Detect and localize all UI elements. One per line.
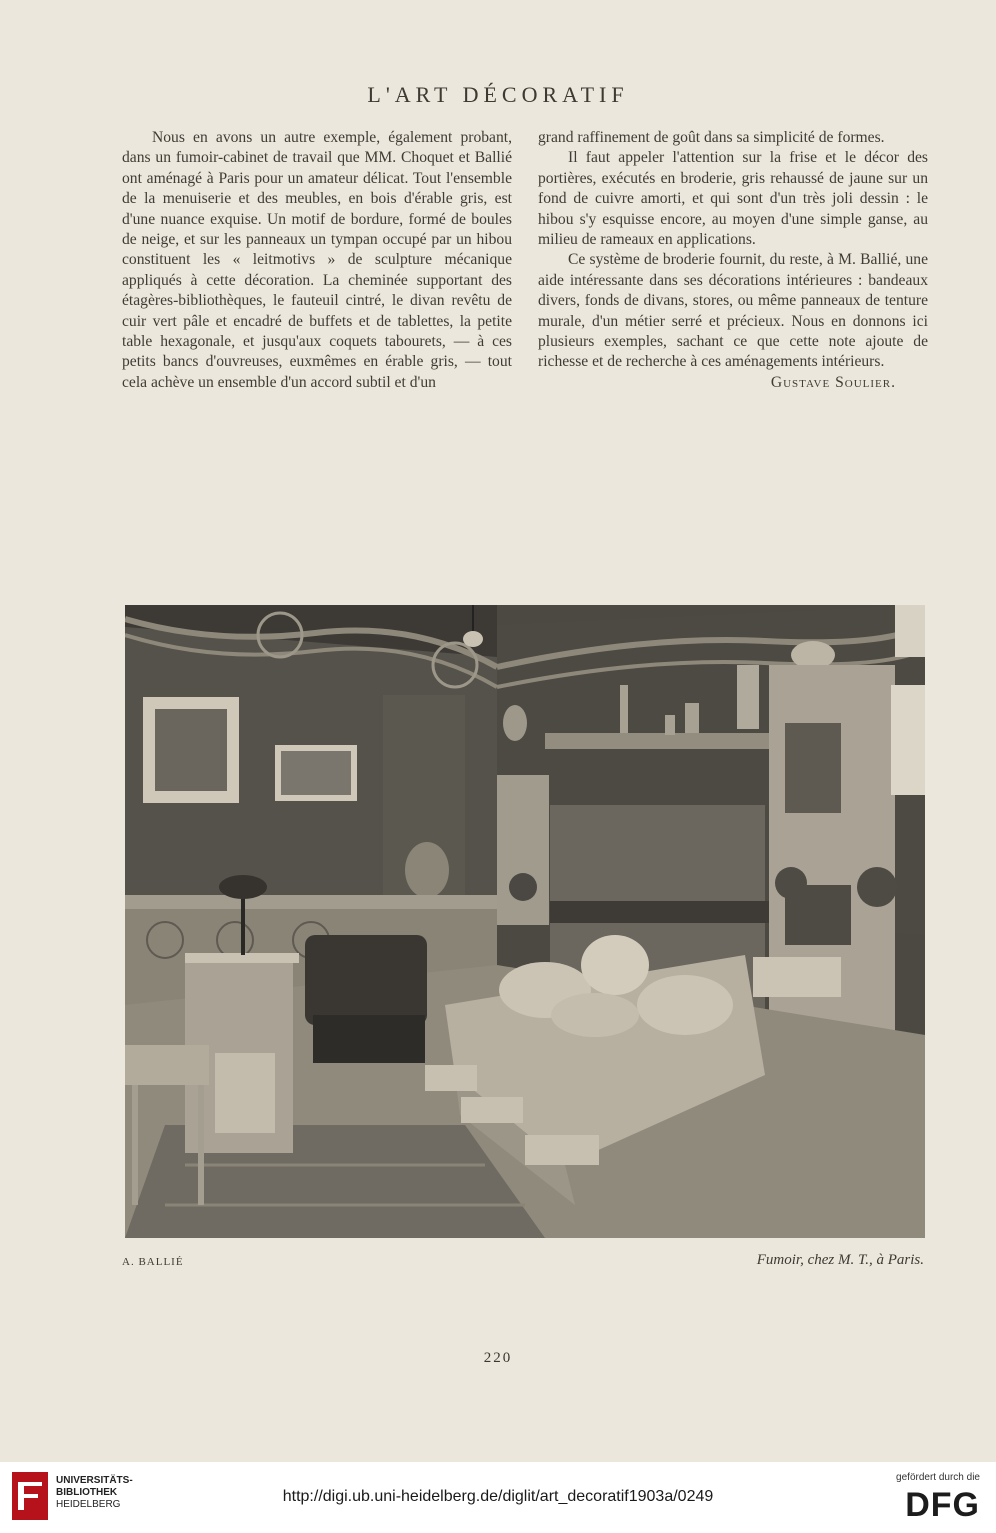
caption-title: Fumoir, chez M. T., à Paris. — [756, 1252, 924, 1268]
right-continuation: grand raffinement de goût dans sa simplicité de formes. — [538, 129, 885, 146]
photo-illustration — [125, 605, 925, 1238]
left-paragraph: Nous en avons un autre exemple, également probant, dans un fumoir-cabinet de travail que MM. Choquet et Ballié ont aménagé à Paris pour un amateur délicat. Tout l'ensemble de la menuiserie et des meubles, en bois d'érable gris, est d'une nuance exquise. Un motif de bordure, formé de boules de neige, et sur les panneaux un tympan occupé par un hibou constituent les « leitmotivs » de sculpture mécanique appliqués à cette décoration. La cheminée supportant des étagères-bibliothèques, le fauteuil cintré, le divan revêtu de cuir vert pâle et encadré de buffets et de tablettes, la petite table hexagonale, et jusqu'aux coquets tabourets, — à ces petits bancs d'ouvreuses, euxmêmes en érable gris, — tout cela achève un ensemble d'un accord subtil et d'un — [122, 129, 512, 391]
dfg-logo: DFG — [905, 1486, 980, 1524]
library-name-line2: BIBLIOTHEK — [56, 1487, 118, 1498]
library-name-line3: HEIDELBERG — [56, 1499, 121, 1510]
funded-by-label: gefördert durch die — [896, 1472, 980, 1483]
photo-plate-fumoir — [125, 605, 925, 1238]
right-column — [538, 128, 928, 393]
caption-artist: A. BALLIÉ — [122, 1256, 184, 1268]
library-name-line1: UNIVERSITÄTS- — [56, 1475, 133, 1486]
running-head: L'ART DÉCORATIF — [367, 82, 629, 107]
digitization-footer — [0, 1462, 996, 1533]
source-url[interactable]: http://digi.ub.uni-heidelberg.de/diglit/art_decoratif1903a/0249 — [282, 1488, 714, 1505]
right-paragraph-2: Ce système de broderie fournit, du reste, à M. Ballié, une aide intéressante dans ses décorations intérieures : bandeaux divers, fonds de divans, stores, ou même panneaux de tenture murale, d'un métier serré et précieux. Nous en donnons ici plusieurs exemples, sachant ce que cette note ajoute de richesse et de recherche à ces aménagements intérieurs. — [538, 251, 928, 371]
page-number: 220 — [483, 1350, 513, 1366]
author-signature: Gustave Soulier. — [770, 373, 896, 391]
right-paragraph-1: Il faut appeler l'attention sur la frise et le décor des portières, exécutés en broderie, gris rehaussé de jaune sur un fond de cuivre amorti, et qui sont d'un très joli dessin : le hibou s'y esquisse encore, au moyen d'une simple ganse, au milieu de rameaux en applications. — [538, 149, 928, 249]
left-column — [122, 128, 512, 393]
